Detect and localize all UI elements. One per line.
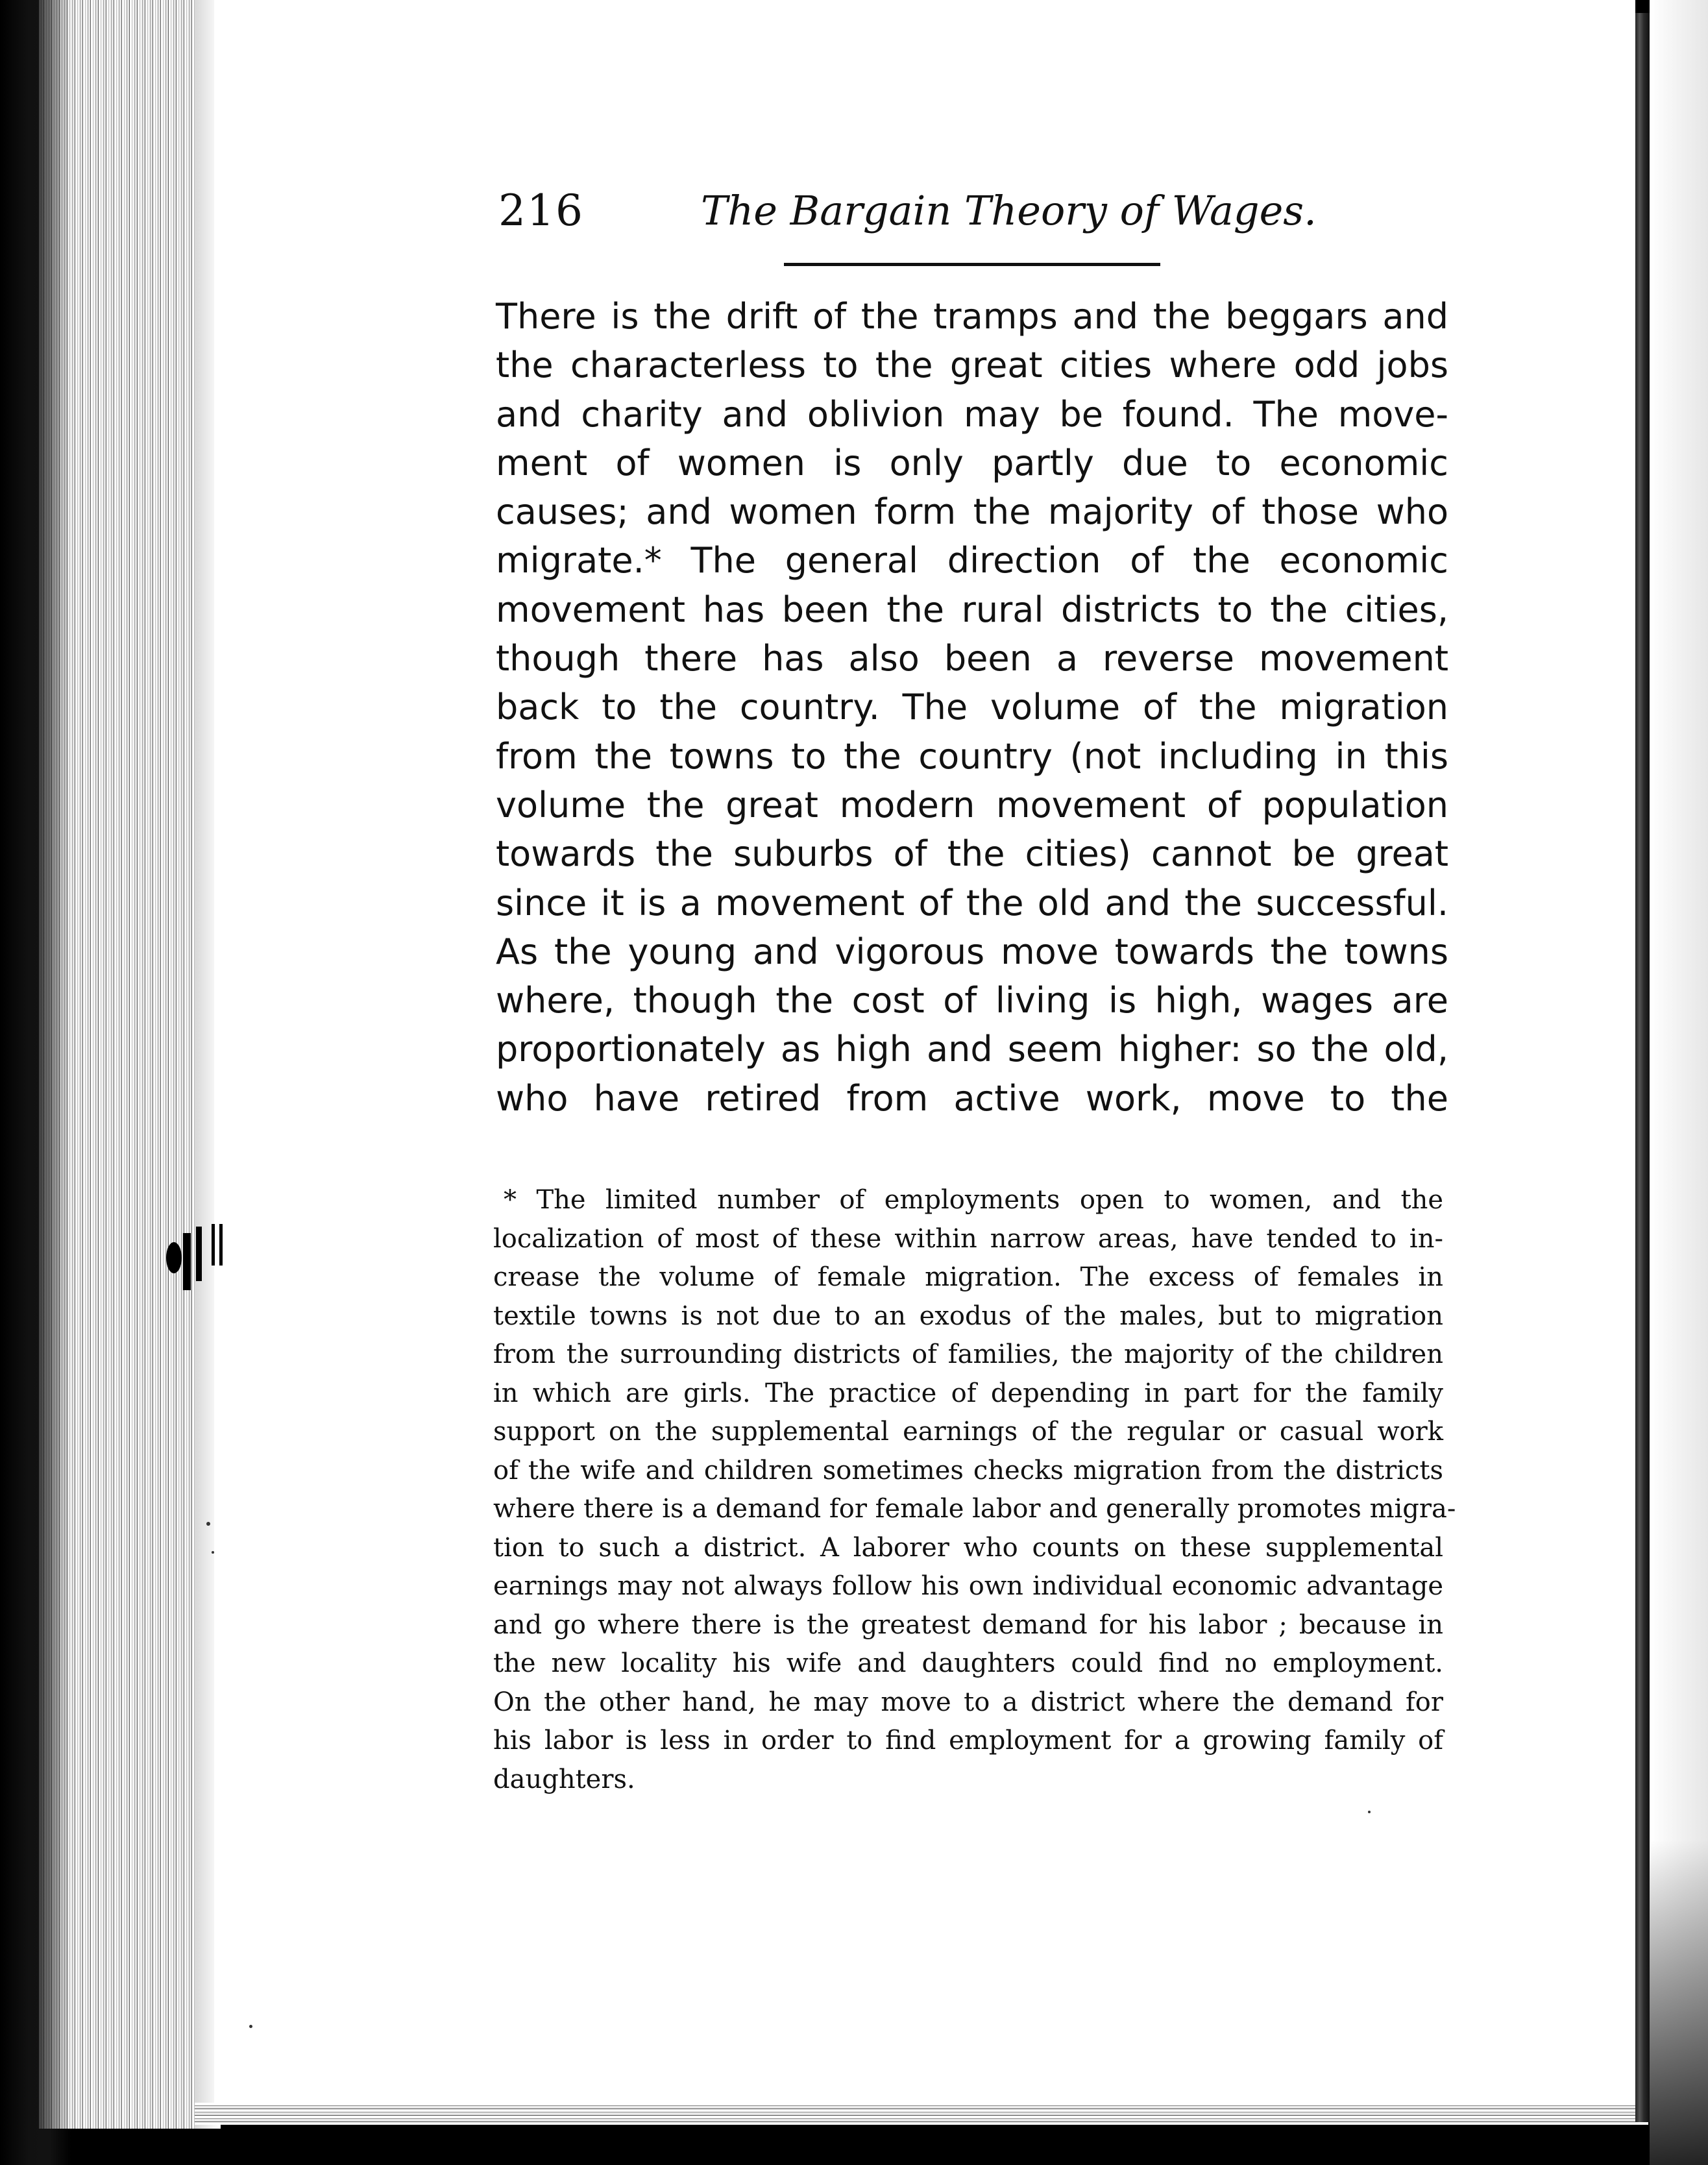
body-line: since it is a movement of the old and the successful. [496,882,1448,923]
page-number: 216 [498,186,584,236]
body-line: causes; and women form the majority of those who [496,491,1448,533]
footnote-line: localization of most of these within narrow areas, have tended to in- [493,1223,1443,1254]
binding-punch-mark [164,1220,235,1304]
footnote-line: crease the volume of female migration. The excess of females in [493,1262,1443,1292]
footnote-line: earnings may not always follow his own individual economic advantage [493,1571,1443,1601]
footnote-line: tion to such a district. A laborer who counts on these supplemental [493,1532,1443,1563]
header-rule [784,263,1160,266]
footnote-line: support on the supplemental earnings of the regular or casual work [493,1417,1443,1447]
footnote [493,1181,1456,1799]
footnote-line: where there is a demand for female labor and generally promotes migra- [493,1494,1456,1524]
body-line: proportionately as high and seem higher: so the old, [496,1029,1448,1070]
scan-speck [212,1551,214,1554]
body-line: migrate.* The general direction of the economic [496,540,1448,581]
body-line: the characterless to the great cities where odd jobs [496,345,1448,386]
body-paragraph [496,292,1448,1123]
body-line: who have retired from active work, move to the [496,1077,1448,1119]
footnote-line: his labor is less in order to find employment for a growing family of [493,1726,1443,1755]
body-line: from the towns to the country (not including in this [496,735,1448,777]
footnote-line: in which are girls. The practice of depending in part for the family [493,1378,1443,1408]
footnote-line: from the surrounding districts of families, the majority of the children [493,1339,1443,1369]
body-line: where, though the cost of living is high, wages are [496,980,1448,1021]
body-line: and charity and oblivion may be found. The move- [496,393,1448,435]
body-line: ment of women is only partly due to economic [496,442,1448,483]
fore-edge-shadow [0,0,71,2165]
body-line: towards the suburbs of the cities) cannot be great [496,833,1448,875]
footnote-line: textile towns is not due to an exodus of the males, but to migration [493,1301,1443,1331]
page-right-edge [1635,13,1650,2122]
body-line: volume the great modern movement of population [496,784,1448,826]
footnote-line: * The limited number of employments open to women, and the [504,1185,1443,1215]
body-line: back to the country. The volume of the migration [496,687,1448,728]
footnote-line: and go where there is the greatest demand for his labor ; because in [493,1609,1443,1640]
footnote-line: of the wife and children sometimes checks migration from the districts [493,1455,1443,1486]
facing-page-shadow [1650,0,1708,2165]
running-header [498,178,1317,250]
body-line: though there has also been a reverse movement [496,638,1448,679]
running-title: The Bargain Theory of Wages. [701,187,1317,234]
scan-speck [249,2025,252,2028]
scan-speck [206,1522,210,1526]
body-line: There is the drift of the tramps and the beggars and [496,296,1448,337]
scan-speck [1368,1811,1371,1813]
body-line: movement has been the rural districts to the cities, [496,589,1448,630]
page-bottom-edge [195,2103,1648,2125]
footnote-line: daughters. [493,1764,635,1794]
body-line: As the young and vigorous move towards the towns [496,931,1448,972]
footnote-line: the new locality his wife and daughters could find no employment. [493,1648,1443,1678]
footnote-line: On the other hand, he may move to a district where the demand for [493,1687,1443,1717]
